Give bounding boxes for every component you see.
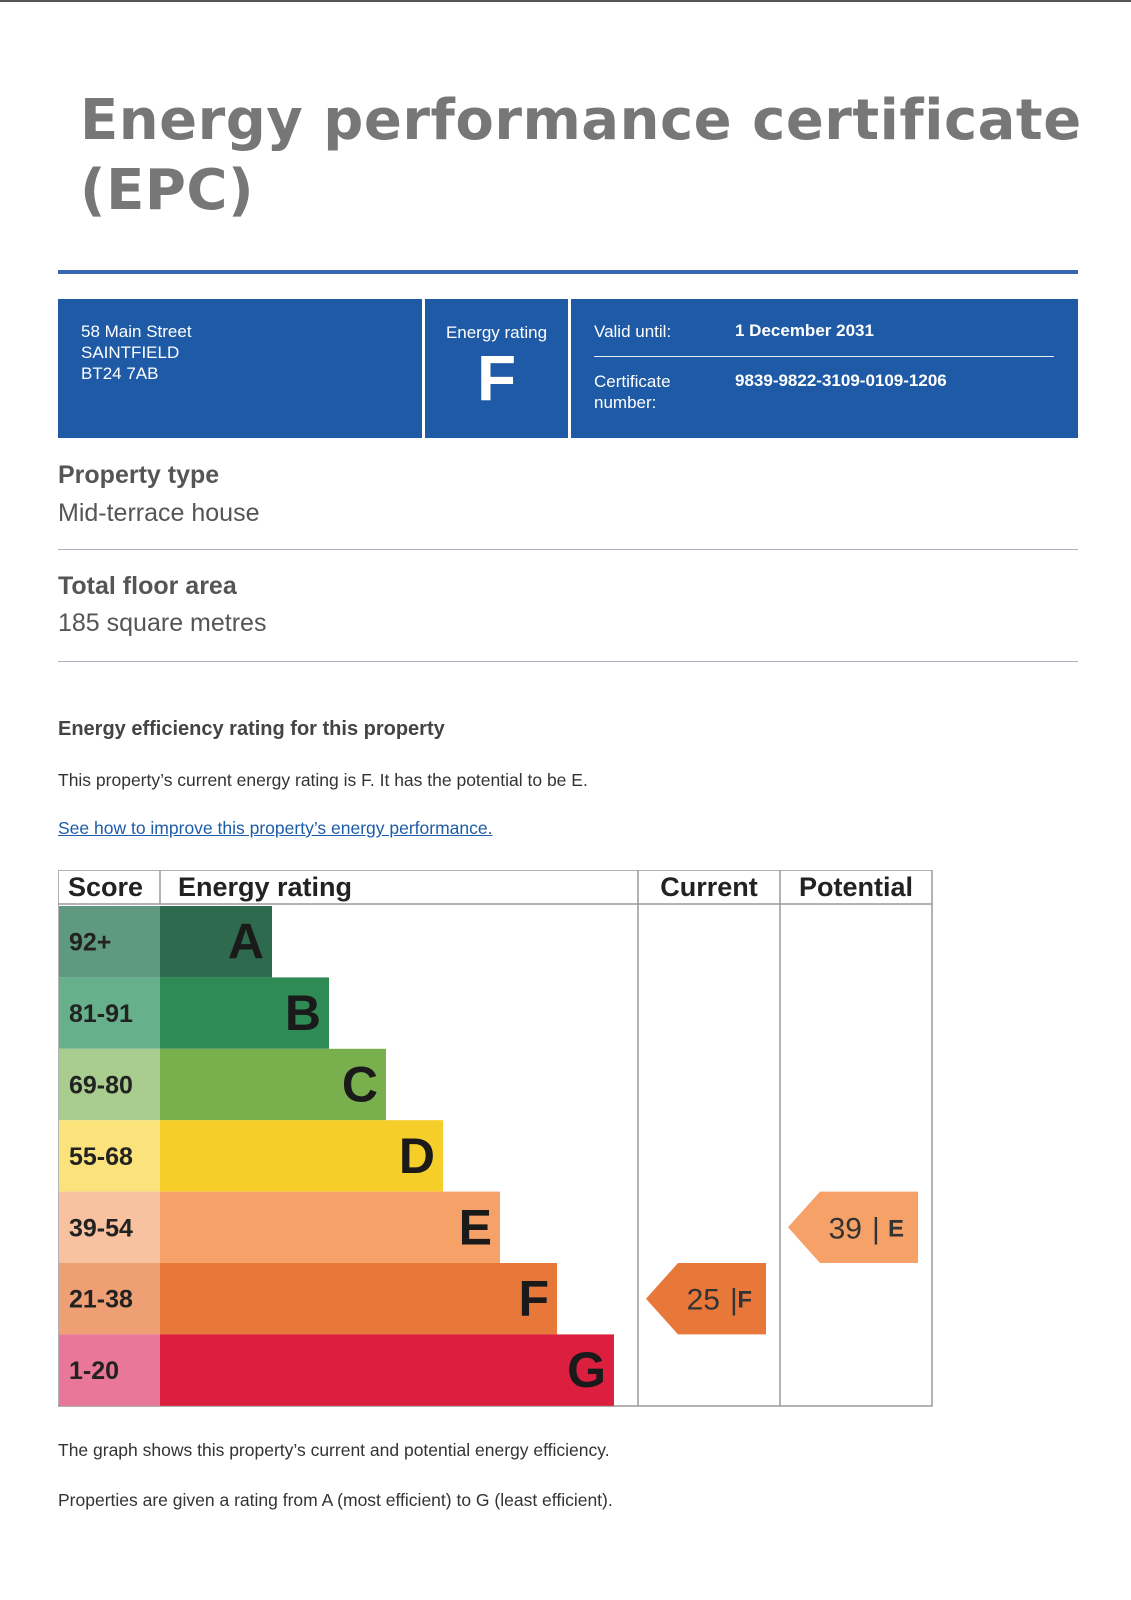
certificate-number-value: 9839-9822-3109-0109-1206 xyxy=(735,371,947,390)
floor-area-value: 185 square metres xyxy=(58,609,267,637)
address-line: BT24 7AB xyxy=(81,364,159,383)
certificate-number-label xyxy=(594,371,671,413)
energy-rating-value: F xyxy=(476,342,517,414)
rating-header: Energy rating xyxy=(178,872,353,902)
band-bar-g xyxy=(160,1334,614,1405)
score-label-e: 39-54 xyxy=(69,1214,133,1243)
band-bar-e xyxy=(160,1192,500,1263)
title-line-2: (EPC) xyxy=(80,158,255,223)
valid-until-label: Valid until: xyxy=(594,322,672,341)
band-bar-f xyxy=(160,1263,557,1334)
property-type-label: Property type xyxy=(58,461,220,489)
valid-until-value: 1 December 2031 xyxy=(735,321,874,340)
validity-panel xyxy=(571,299,1078,438)
panel-separator xyxy=(594,356,1054,357)
band-letter-e: E xyxy=(458,1199,492,1256)
efficiency-heading: Energy efficiency rating for this property xyxy=(58,718,445,740)
score-label-b: 81-91 xyxy=(69,1000,133,1029)
top-border xyxy=(0,0,1131,2)
score-header: Score xyxy=(68,872,144,902)
potential-rating-separator: | xyxy=(872,1212,880,1246)
certificate-label-line: number: xyxy=(594,393,657,412)
address-panel xyxy=(58,299,422,438)
address-line: SAINTFIELD xyxy=(81,343,180,362)
band-letter-c: C xyxy=(341,1056,378,1113)
divider xyxy=(58,549,1078,550)
energy-rating-label: Energy rating xyxy=(445,323,548,342)
current-rating-value: 25 xyxy=(686,1283,720,1317)
score-label-d: 55-68 xyxy=(69,1142,133,1171)
energy-rating-chart xyxy=(58,870,934,1408)
band-letter-d: D xyxy=(398,1127,435,1184)
divider xyxy=(58,661,1078,662)
page-title xyxy=(80,86,1082,226)
address xyxy=(81,321,192,384)
score-label-g: 1-20 xyxy=(69,1357,120,1386)
efficiency-summary: This property’s current energy rating is F. It has the potential to be E. xyxy=(58,770,588,790)
footer-line-2: Properties are given a rating from A (most efficient) to G (least efficient). xyxy=(58,1490,613,1510)
property-type-value: Mid-terrace house xyxy=(58,499,260,527)
band-letter-a: A xyxy=(227,913,264,970)
energy-rating-panel xyxy=(425,299,568,438)
current-rating-separator: | xyxy=(730,1283,738,1317)
address-line: 58 Main Street xyxy=(81,322,192,341)
score-label-f: 21-38 xyxy=(69,1285,133,1314)
potential-header: Potential xyxy=(798,872,914,902)
title-line-1: Energy performance certificate xyxy=(80,88,1082,153)
band-letter-f: F xyxy=(518,1270,549,1327)
band-letter-b: B xyxy=(284,985,321,1042)
potential-rating-letter: E xyxy=(887,1215,904,1243)
current-rating-letter: F xyxy=(737,1286,752,1314)
floor-area-label: Total floor area xyxy=(58,572,237,600)
potential-rating-value: 39 xyxy=(828,1212,862,1246)
score-label-c: 69-80 xyxy=(69,1071,133,1100)
title-divider xyxy=(58,270,1078,274)
current-header: Current xyxy=(660,872,758,902)
score-label-a: 92+ xyxy=(69,928,112,957)
band-letter-g: G xyxy=(567,1342,606,1399)
improve-performance-link[interactable]: See how to improve this property’s energy performance. xyxy=(58,818,493,838)
footer-line-1: The graph shows this property’s current and potential energy efficiency. xyxy=(58,1440,610,1460)
certificate-label-line: Certificate xyxy=(594,372,671,391)
